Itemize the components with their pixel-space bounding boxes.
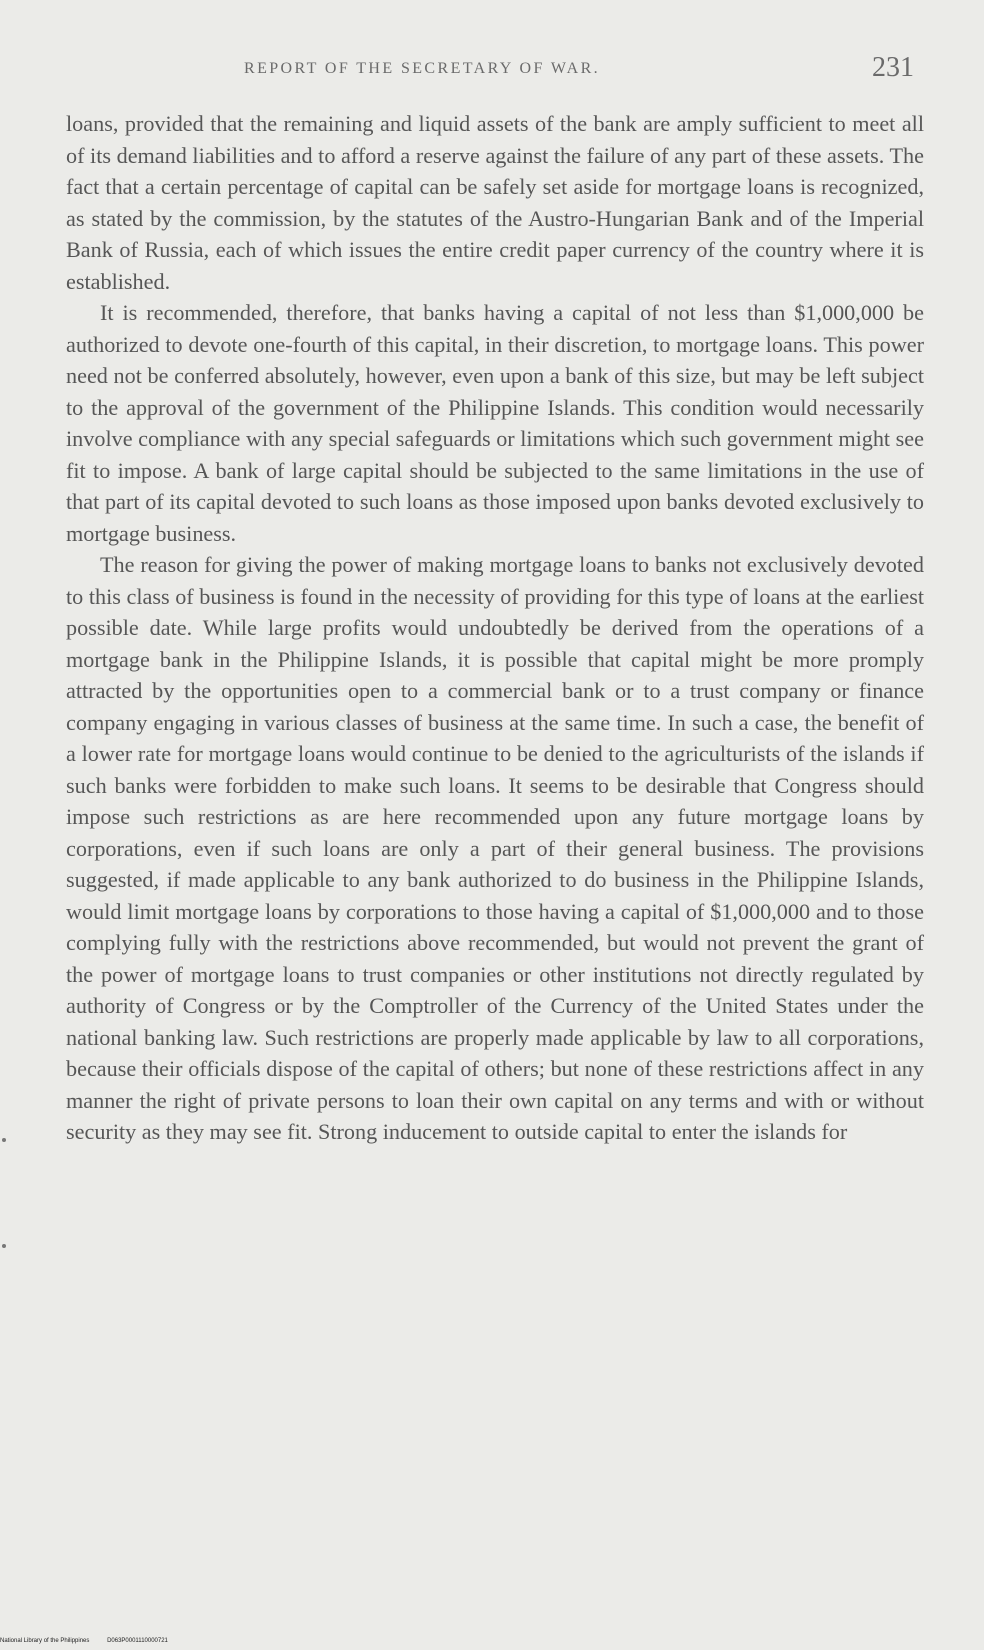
scan-id: D063P0001110000721 [107,1638,168,1644]
paragraph-3: The reason for giving the power of making mortgage loans to banks not exclusively devoted to this class of business is found in the necessity of providing for this type of loans at the earliest possible date. While large profits would undoubtedly be derived from the operations of a mortgage bank in the Philippine Islands, it is possible that capital might be more promply attracted by the opportunities open to a commercial bank or to a trust company or finance company engaging in various classes of business at the same time. In such a case, the benefit of a lower rate for mortgage loans would continue to be denied to the agriculturists of the islands if such banks were forbidden to make such loans. It seems to be desirable that Congress should impose such restrictions as are here recommended upon any future mortgage loans by corporations, even if such loans are only a part of their general business. The provisions suggested, if made applicable to any bank authorized to do business in the Philippine Islands, would limit mortgage loans by corporations to those having a capital of $1,000,000 and to those complying fully with the restrictions above recommended, but would not prevent the grant of the power of mortgage loans to trust companies or other institutions not directly regulated by authority of Congress or by the Comptroller of the Currency of the United States under the national banking law. Such restrictions are properly made applicable by law to all corporations, because their officials dispose of the capital of others; but none of these restrictions affect in any manner the right of private persons to loan their own capital on any terms and with or without security as they may see fit. Strong inducement to outside capital to enter the islands for [66,552,924,1144]
paragraph-2: It is recommended, therefore, that banks having a capital of not less than $1,000,000 be authorized to devote one-fourth of this capital, in their discretion, to mortgage loans. This power need not be conferred absolutely, however, even upon a bank of this size, but may be left subject to the approval of the government of the Philippine Islands. This condition would necessarily involve compliance with any special safeguards or limitations which such government might see fit to impose. A bank of large capital should be subjected to the same limitations in the use of that part of its capital devoted to such loans as those imposed upon banks devoted exclusively to mortgage business. [66,300,924,546]
running-title: REPORT OF THE SECRETARY OF WAR. [244,60,601,77]
scan-credit [0,1638,184,1644]
body-text [66,108,924,1148]
page-number: 231 [872,52,914,83]
margin-speck [2,1138,6,1142]
margin-speck [2,1244,6,1248]
paragraph-1: loans, provided that the remaining and liquid assets of the bank are amply sufficient to meet all of its demand liabilities and to afford a reserve against the failure of any part of these assets. The fact that a certain percentage of capital can be safely set aside for mortgage loans is recognized, as stated by the commission, by the statutes of the Austro-Hungarian Bank and of the Imperial Bank of Russia, each of which issues the entire credit paper currency of the country where it is established. [66,111,924,294]
library-credit: National Library of the Philippines [0,1638,90,1644]
